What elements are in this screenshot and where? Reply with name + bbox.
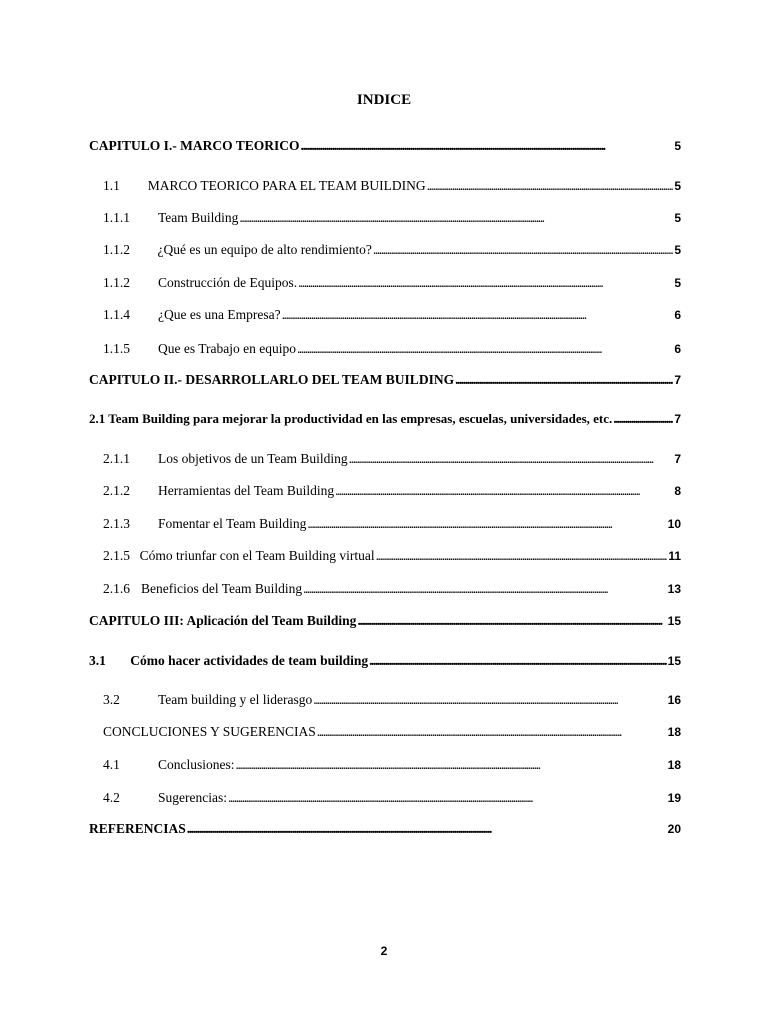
- toc-entry-page: 7: [674, 412, 681, 426]
- toc-entry-1-1-5[interactable]: [103, 340, 681, 358]
- toc-entry-number: 2.1.2: [103, 483, 130, 498]
- toc-leader-dots: [236, 756, 667, 774]
- page-number: 2: [380, 944, 388, 958]
- toc-entry-text: Que es Trabajo en equipo: [158, 341, 296, 356]
- toc-entry-text: CAPITULO I.- MARCO TEORICO: [89, 138, 300, 153]
- toc-entry-3-1[interactable]: [89, 652, 681, 670]
- toc-entry-page: 16: [667, 693, 681, 707]
- toc-entry-1-1-1[interactable]: [103, 209, 681, 227]
- toc-entry-2-1-2[interactable]: [103, 482, 681, 500]
- toc-entry-page: 20: [667, 822, 681, 836]
- toc-leader-dots: [369, 652, 667, 670]
- toc-leader-dots: [313, 691, 666, 709]
- toc-leader-dots: [297, 340, 673, 358]
- toc-entry-number: 3.2: [103, 692, 120, 707]
- toc-entry-text: CAPITULO II.- DESARROLLARLO DEL TEAM BUILDING: [89, 372, 455, 387]
- toc-entry-number: 1.1: [103, 178, 120, 193]
- toc-leader-dots: [373, 241, 673, 259]
- toc-entry-text: 2.1 Team Building para mejorar la productividad en las empresas, escuelas, universidades, etc.: [89, 411, 613, 426]
- toc-entry-number: 2.1.6: [103, 581, 130, 596]
- toc-entry-number: 1.1.2: [103, 275, 130, 290]
- toc-entry-text: Cómo hacer actividades de team building: [130, 653, 369, 668]
- toc-leader-dots: [228, 789, 667, 807]
- toc-entry-2-1-6[interactable]: [103, 580, 681, 598]
- toc-entry-1-1[interactable]: [103, 177, 681, 195]
- toc-leader-dots: [307, 515, 666, 533]
- toc-entry-page: 19: [667, 791, 681, 805]
- toc-leader-dots: [455, 371, 673, 389]
- toc-entry-4-2[interactable]: [103, 789, 681, 807]
- toc-entry-page: 5: [674, 179, 681, 193]
- toc-leader-dots: [298, 274, 673, 292]
- toc-entry-page: 13: [667, 582, 681, 596]
- toc-leader-dots: [282, 306, 674, 324]
- toc-entry-number: 2.1.1: [103, 451, 130, 466]
- toc-leader-dots: [335, 482, 673, 500]
- toc-entry-page: 11: [668, 549, 681, 563]
- toc-entry-page: 10: [667, 517, 681, 531]
- toc-entry-text: REFERENCIAS: [89, 821, 186, 836]
- toc-entry-text: Team building y el liderasgo: [158, 692, 313, 707]
- toc-entry-chapter-2[interactable]: [89, 371, 681, 389]
- toc-entry-3-2[interactable]: [103, 691, 681, 709]
- toc-leader-dots: [187, 820, 667, 838]
- toc-leader-dots: [301, 137, 674, 155]
- toc-entry-number: 2.1.3: [103, 516, 130, 531]
- toc-entry-conclusiones-sugerencias[interactable]: [103, 723, 681, 741]
- toc-entry-number: 1.1.2: [103, 242, 130, 257]
- toc-entry-text: Fomentar el Team Building: [158, 516, 307, 531]
- toc-entry-page: 15: [667, 654, 681, 668]
- document-title: INDICE: [356, 92, 412, 108]
- toc-entry-referencias[interactable]: [89, 820, 681, 838]
- toc-entry-number: 1.1.4: [103, 307, 130, 322]
- toc-entry-text: Team Building: [158, 210, 239, 225]
- toc-entry-number: 1.1.5: [103, 341, 130, 356]
- toc-leader-dots: [613, 410, 673, 428]
- toc-entry-text: MARCO TEORICO PARA EL TEAM BUILDING: [147, 178, 426, 193]
- toc-entry-2-1-3[interactable]: [103, 515, 681, 533]
- toc-entry-text: ¿Que es una Empresa?: [158, 307, 281, 322]
- toc-leader-dots: [349, 450, 674, 468]
- toc-entry-page: 5: [674, 211, 681, 225]
- toc-leader-dots: [303, 580, 666, 598]
- toc-entry-page: 8: [674, 484, 681, 498]
- toc-entry-page: 15: [667, 614, 681, 628]
- toc-entry-number: 1.1.1: [103, 210, 130, 225]
- toc-entry-page: 6: [674, 308, 681, 322]
- toc-leader-dots: [357, 612, 666, 630]
- toc-leader-dots: [317, 723, 667, 741]
- toc-entry-text: Cómo triunfar con el Team Building virtual: [139, 548, 375, 563]
- toc-entry-number: 2.1.5: [103, 548, 130, 563]
- toc-leader-dots: [239, 209, 673, 227]
- toc-entry-text: Beneficios del Team Building: [141, 581, 303, 596]
- toc-entry-number: 3.1: [89, 653, 106, 668]
- toc-entry-text: Sugerencias:: [158, 790, 227, 805]
- toc-entry-page: 5: [674, 139, 681, 153]
- toc-entry-2-1-1[interactable]: [103, 450, 681, 468]
- toc-entry-2-1[interactable]: [89, 410, 681, 428]
- toc-entry-text: CONCLUCIONES Y SUGERENCIAS: [103, 724, 316, 739]
- toc-entry-1-1-2b[interactable]: [103, 274, 681, 292]
- toc-entry-text: ¿Qué es un equipo de alto rendimiento?: [157, 242, 372, 257]
- toc-entry-page: 6: [674, 342, 681, 356]
- toc-entry-page: 5: [674, 276, 681, 290]
- toc-entry-text: Construcción de Equipos.: [158, 275, 298, 290]
- toc-entry-page: 5: [674, 243, 681, 257]
- toc-entry-text: Conclusiones:: [158, 757, 235, 772]
- toc-entry-chapter-3[interactable]: [89, 612, 681, 630]
- toc-entry-text: Los objetivos de un Team Building: [158, 451, 348, 466]
- toc-entry-page: 18: [667, 758, 681, 772]
- toc-entry-2-1-5[interactable]: [103, 547, 681, 565]
- toc-entry-page: 7: [674, 452, 681, 466]
- toc-entry-1-1-4[interactable]: [103, 306, 681, 324]
- toc-entry-number: 4.1: [103, 757, 120, 772]
- toc-leader-dots: [376, 547, 668, 565]
- toc-leader-dots: [427, 177, 674, 195]
- toc-entry-page: 18: [667, 725, 681, 739]
- toc-entry-4-1[interactable]: [103, 756, 681, 774]
- toc-entry-text: CAPITULO III: Aplicación del Team Building: [89, 613, 357, 628]
- toc-entry-page: 7: [674, 373, 681, 387]
- toc-entry-1-1-2a[interactable]: [103, 241, 681, 259]
- toc-entry-chapter-1[interactable]: [89, 137, 681, 155]
- toc-entry-text: Herramientas del Team Building: [158, 483, 335, 498]
- toc-entry-number: 4.2: [103, 790, 120, 805]
